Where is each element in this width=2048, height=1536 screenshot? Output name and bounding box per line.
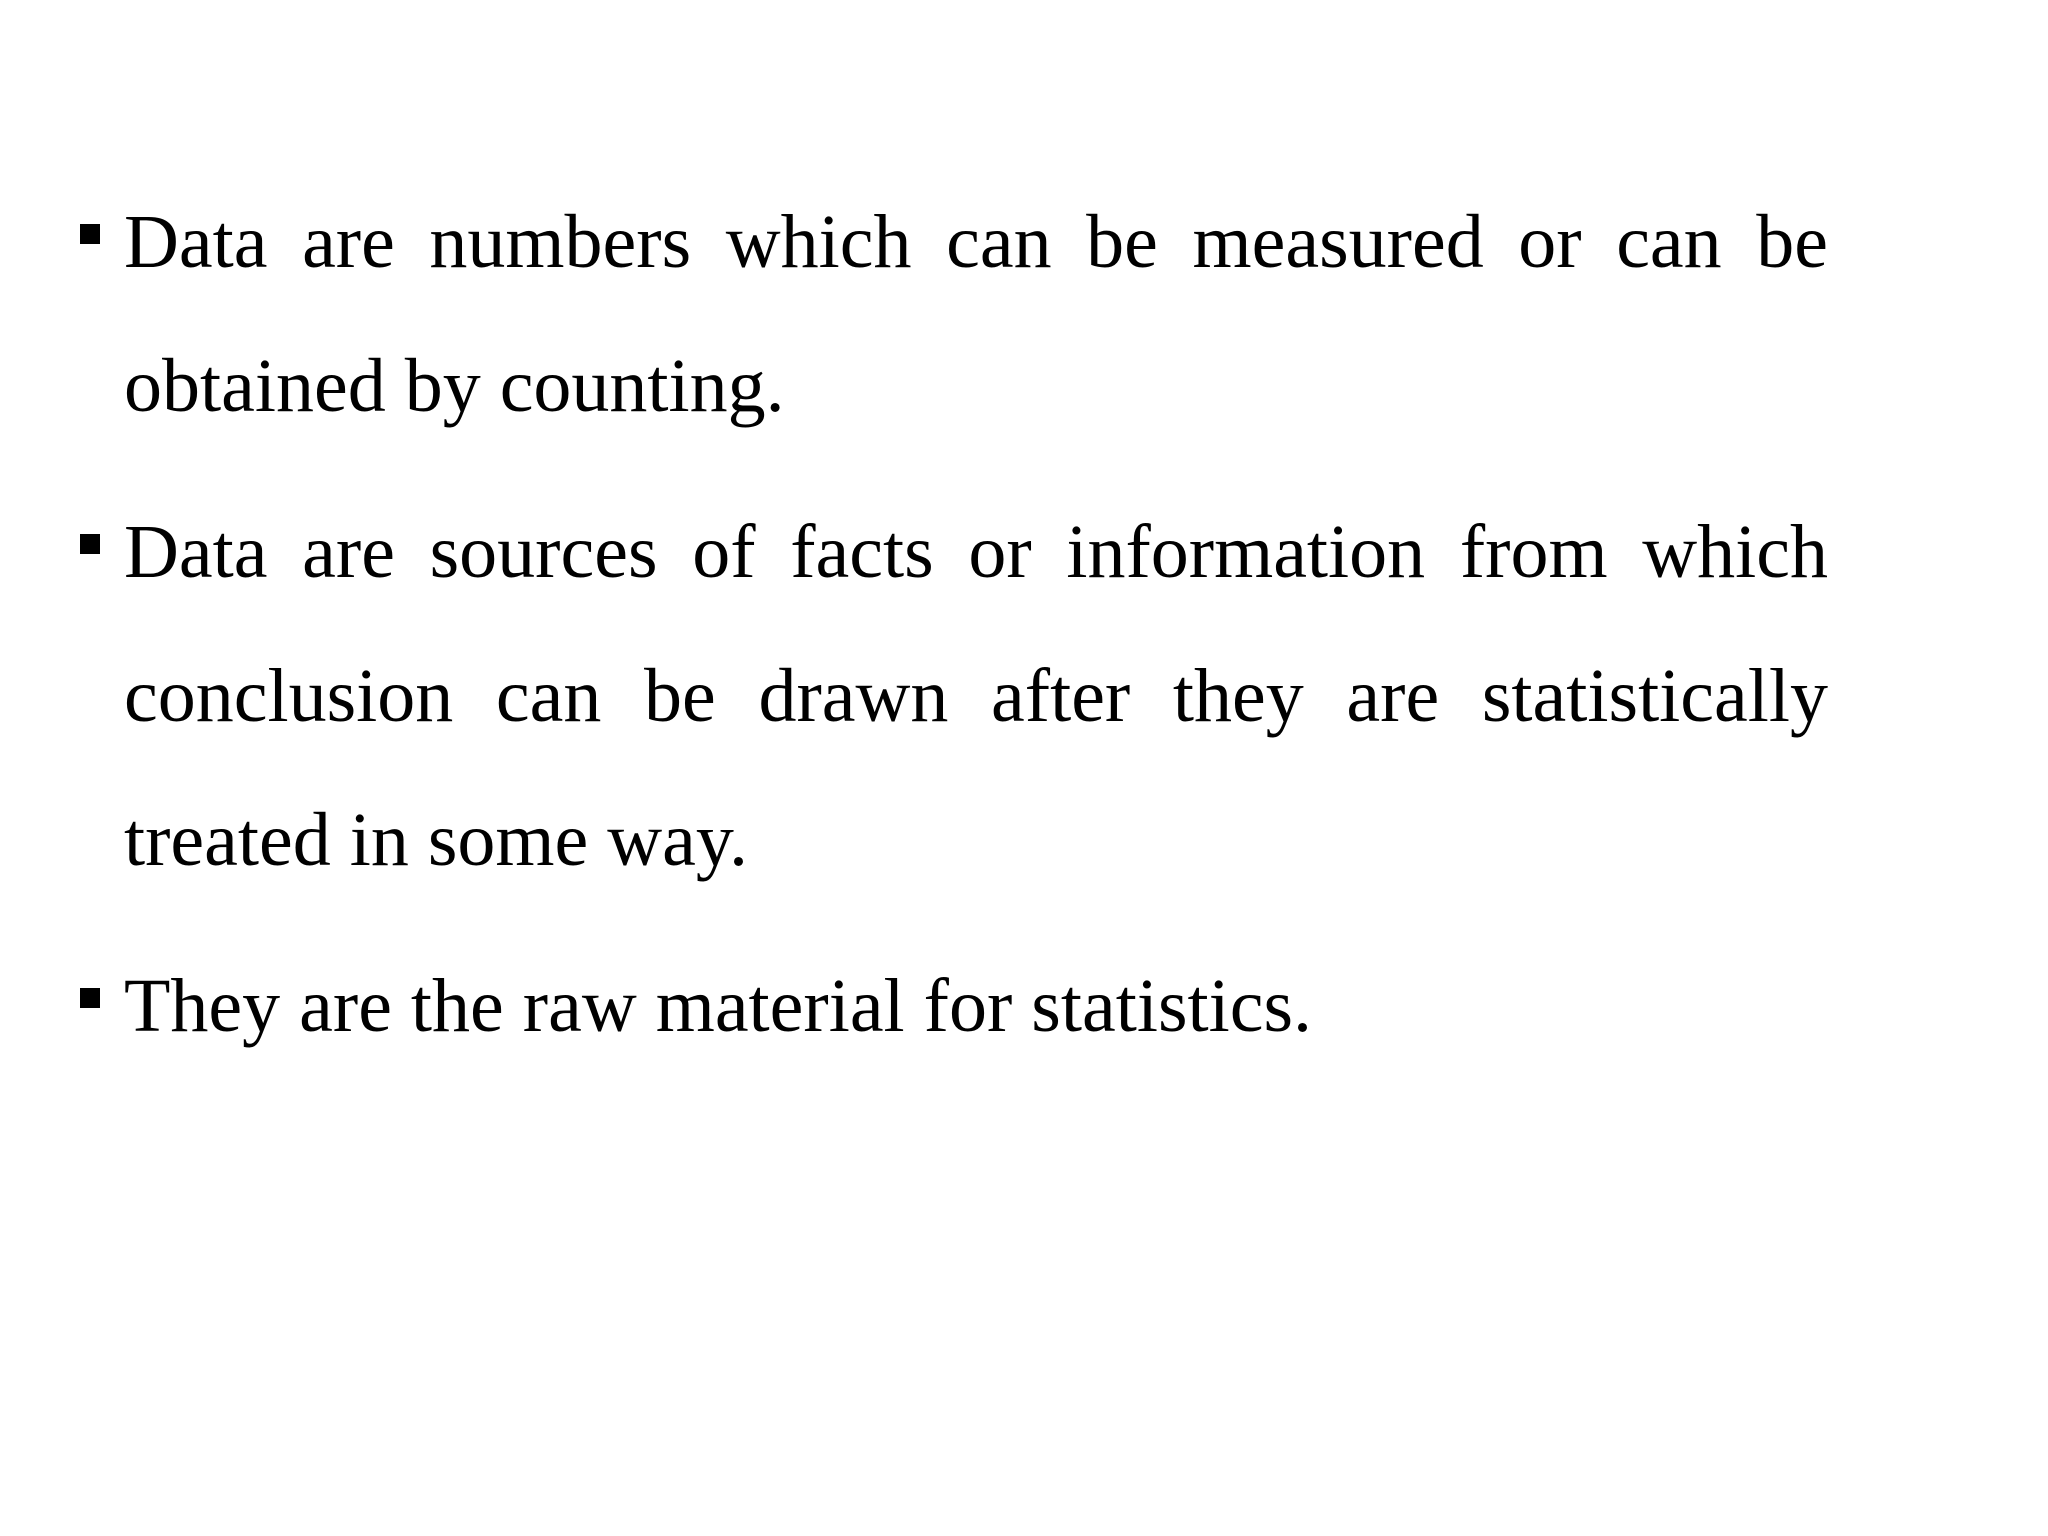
square-bullet-icon — [80, 988, 100, 1008]
bullet-item-1 — [0, 170, 1828, 458]
bullet-text: They are the raw material for statistics. — [124, 964, 1313, 1048]
bullet-item-3 — [0, 934, 1828, 1078]
bullet-item-2 — [0, 480, 1828, 912]
bullet-text: Data are sources of facts or information from which conclusion can be drawn after they are statistically treated in some way. — [124, 510, 1828, 882]
bullet-text: Data are numbers which can be measured or can be obtained by counting. — [124, 200, 1828, 428]
square-bullet-icon — [80, 224, 100, 244]
bullet-list — [0, 170, 2048, 1078]
square-bullet-icon — [80, 534, 100, 554]
